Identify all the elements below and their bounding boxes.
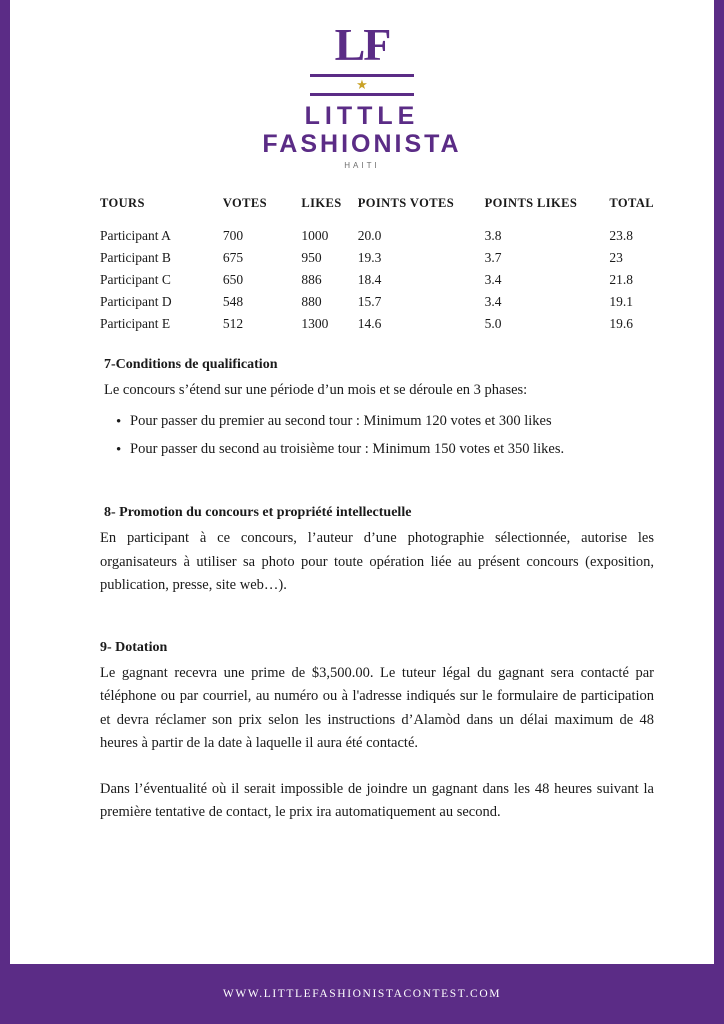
cell-participant: Participant E [100, 316, 171, 331]
page-footer [0, 964, 724, 1024]
column-header-likes: LIKES [301, 196, 342, 210]
column-header-points-likes: POINTS LIKES [484, 196, 578, 210]
spacer [100, 598, 654, 618]
logo-wordmark-line1: LITTLE [304, 102, 420, 130]
table-row [100, 313, 654, 335]
cell-votes: 650 [222, 272, 244, 287]
table-row [100, 225, 654, 247]
cell-votes: 512 [222, 316, 244, 331]
cell-points-likes: 3.7 [484, 250, 502, 265]
star-icon: ★ [356, 77, 368, 92]
section-title-promotion: 8- Promotion du concours et propriété intellectuelle [104, 505, 412, 521]
cell-total: 23 [609, 250, 623, 265]
right-page-border [714, 0, 724, 1024]
column-header-total: TOTAL [609, 196, 654, 210]
cell-points-votes: 20.0 [357, 228, 382, 243]
cell-likes: 1300 [301, 316, 329, 331]
cell-points-likes: 3.8 [484, 228, 502, 243]
logo-divider-bottom [310, 93, 414, 96]
table-row [100, 247, 654, 269]
section-promotion [100, 505, 654, 597]
cell-points-votes: 14.6 [357, 316, 382, 331]
column-header-points-votes: POINTS VOTES [357, 196, 455, 210]
cell-likes: 880 [301, 294, 322, 309]
section-title-dotation: 9- Dotation [100, 639, 168, 655]
cell-total: 19.6 [609, 316, 634, 331]
document-content [10, 196, 714, 825]
cell-votes: 548 [222, 294, 244, 309]
cell-votes: 675 [222, 250, 244, 265]
column-header-tours: TOURS [100, 196, 145, 210]
logo-monogram-text: LF [334, 19, 390, 70]
cell-points-votes: 18.4 [357, 272, 382, 287]
brand-logo [10, 0, 714, 170]
cell-votes: 700 [222, 228, 244, 243]
cell-likes: 886 [301, 272, 322, 287]
spacer [100, 463, 654, 483]
cell-participant: Participant B [100, 250, 171, 265]
list-item: • Pour passer du second au troisième tour : Minimum 150 votes et 350 likes. [116, 436, 654, 464]
spacer [100, 756, 654, 778]
section-title-qualification: 7-Conditions de qualification [104, 357, 278, 372]
list-item: • Pour passer du premier au second tour : Minimum 120 votes et 300 likes [116, 408, 654, 436]
cell-points-likes: 3.4 [484, 294, 502, 309]
table-header-row [100, 196, 654, 225]
qualification-lead-text: Le concours s’étend sur une période d’un mois et se déroule en 3 phases: [104, 382, 528, 398]
logo-monogram-group [10, 19, 714, 96]
cell-points-votes: 19.3 [357, 250, 382, 265]
dotation-paragraph-2: Dans l’éventualité où il serait impossible de joindre un gagnant dans les 48 heures suivant la première tentative de contact, le prix ira automatiquement au second. [100, 780, 654, 821]
qualification-bullet-list [100, 408, 654, 463]
logo-wordmark-line2: FASHIONISTA [262, 130, 462, 158]
cell-participant: Participant C [100, 272, 171, 287]
cell-points-likes: 3.4 [484, 272, 502, 287]
table-row [100, 291, 654, 313]
cell-participant: Participant A [100, 228, 171, 243]
cell-likes: 1000 [301, 228, 329, 243]
footer-website-url: WWW.LITTLEFASHIONISTACONTEST.COM [222, 988, 502, 1000]
promotion-paragraph: En participant à ce concours, l’auteur d’une photographie sélectionnée, autorise les organisateurs à utiliser sa photo pour toute opération liée au présent concours (exposition, publication, presse, site web…). [100, 530, 654, 594]
dotation-paragraph-1: Le gagnant recevra une prime de $3,500.00. Le tuteur légal du gagnant sera contacté par téléphone ou par courriel, au numéro ou à l'adresse indiqués sur le formulaire de participation et devra réclamer son prix selon les instructions d’Alamòd dans un délai maximum de 48 heures à partir de la date à laquelle il aura été contacté. [100, 664, 654, 752]
section-qualification [100, 357, 654, 463]
results-table [100, 196, 654, 335]
cell-points-likes: 5.0 [484, 316, 502, 331]
logo-subtitle: HAITI [344, 161, 380, 170]
document-page [10, 0, 714, 1024]
cell-participant: Participant D [100, 294, 172, 309]
cell-total: 19.1 [609, 294, 634, 309]
left-page-border [0, 0, 10, 1024]
column-header-votes: VOTES [222, 196, 267, 210]
table-row [100, 269, 654, 291]
cell-likes: 950 [301, 250, 322, 265]
section-dotation [100, 640, 654, 825]
cell-points-votes: 15.7 [357, 294, 382, 309]
cell-total: 21.8 [609, 272, 634, 287]
cell-total: 23.8 [609, 228, 634, 243]
